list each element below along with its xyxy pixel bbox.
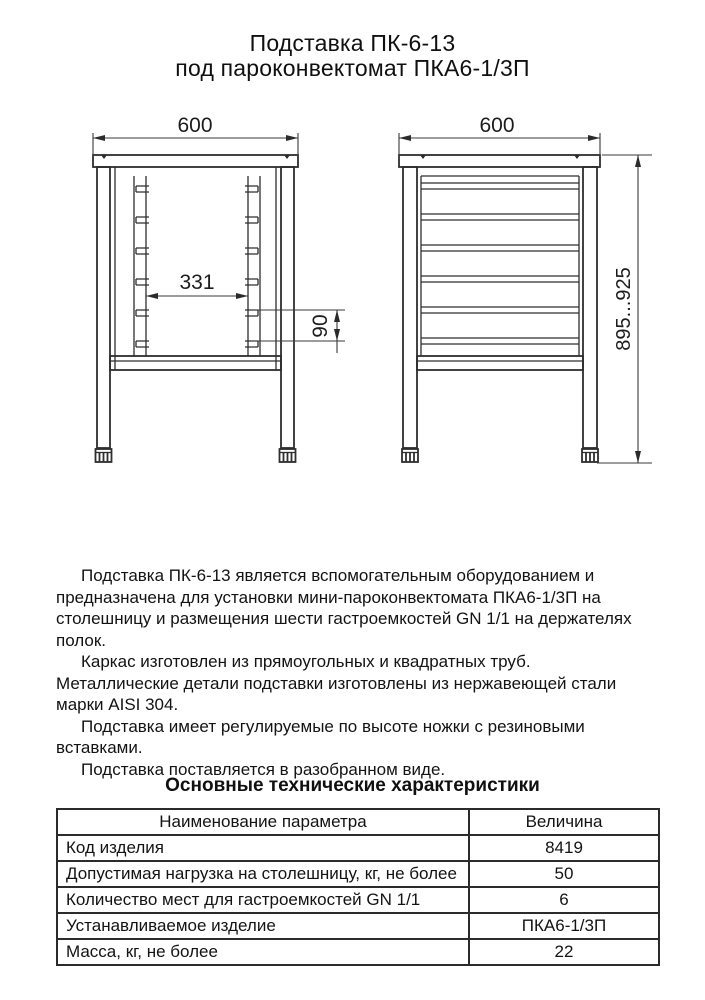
front-view — [93, 114, 345, 462]
spec-value-mass: 22 — [469, 939, 659, 965]
table-row — [57, 861, 659, 887]
side-shelf-rails — [421, 183, 579, 344]
front-shelf-pitch-dimension — [251, 310, 345, 353]
table-row — [57, 939, 659, 965]
front-left-foot — [96, 449, 112, 462]
side-width-dim-label: 600 — [479, 114, 515, 137]
front-width-dim-label: 600 — [177, 114, 213, 137]
specs-header-row — [57, 809, 659, 835]
front-width-dimension — [93, 114, 298, 159]
specs-col-header-parameter: Наименование параметра — [57, 809, 469, 835]
specs-table — [56, 808, 660, 966]
table-row — [57, 913, 659, 939]
specs-heading: Основные технические характеристики — [165, 775, 540, 796]
side-height-dim-label: 895...925 — [613, 267, 635, 351]
front-left-rail-notches — [136, 186, 149, 347]
side-height-dimension — [597, 155, 652, 463]
spec-name-gn-slots: Количество мест для гастроемкостей GN 1/1 — [57, 887, 469, 913]
title-line-2: под пароконвектомат ПКА6-1/3П — [175, 55, 530, 81]
side-right-leg — [583, 167, 597, 448]
spec-value-gn-slots: 6 — [469, 887, 659, 913]
front-left-leg — [97, 167, 110, 448]
spec-name-installed-unit: Устанавливаемое изделие — [57, 913, 469, 939]
description-block — [56, 565, 658, 780]
front-lower-crossbar — [110, 356, 281, 370]
description-paragraph-1: Подставка ПК-6-13 является вспомогательным оборудованием и предназначена для установки мини-пароконвектомата ПКА6-1/3П на столешницу и размещения шести гастроемкостей GN 1/1 на держателях полок. — [56, 566, 632, 650]
description-paragraph-4: Подставка поставляется в разобранном виде. — [81, 759, 446, 779]
side-left-leg — [403, 167, 417, 448]
side-width-dimension — [399, 114, 600, 159]
side-lower-crossbar — [417, 356, 583, 370]
front-right-leg — [281, 167, 294, 448]
specs-col-header-value: Величина — [469, 809, 659, 835]
table-row — [57, 835, 659, 861]
title-line-1: Подставка ПК-6-13 — [249, 30, 456, 56]
description-paragraph-2: Каркас изготовлен из прямоугольных и квадратных труб. Металлические детали подставки изготовлены из нержавеющей стали марки AISI 304. — [56, 652, 617, 714]
description-paragraph-3: Подставка имеет регулируемые по высоте ножки с резиновыми вставками. — [56, 716, 585, 757]
side-right-foot — [582, 449, 598, 462]
spec-value-max-load: 50 — [469, 861, 659, 887]
front-rail-span-dimension — [146, 271, 248, 299]
front-rail-span-dim-label: 331 — [179, 271, 215, 294]
table-row — [57, 887, 659, 913]
side-view — [399, 114, 652, 463]
spec-value-product-code: 8419 — [469, 835, 659, 861]
front-tabletop — [93, 155, 298, 167]
spec-name-max-load: Допустимая нагрузка на столешницу, кг, не более — [57, 861, 469, 887]
spec-name-product-code: Код изделия — [57, 835, 469, 861]
front-shelf-pitch-dim-label: 90 — [309, 314, 332, 338]
spec-name-mass: Масса, кг, не более — [57, 939, 469, 965]
front-right-rail-notches — [245, 186, 258, 347]
side-tabletop — [399, 155, 600, 167]
spec-value-installed-unit: ПКА6-1/3П — [469, 913, 659, 939]
front-right-foot — [280, 449, 296, 462]
side-left-foot — [402, 449, 418, 462]
